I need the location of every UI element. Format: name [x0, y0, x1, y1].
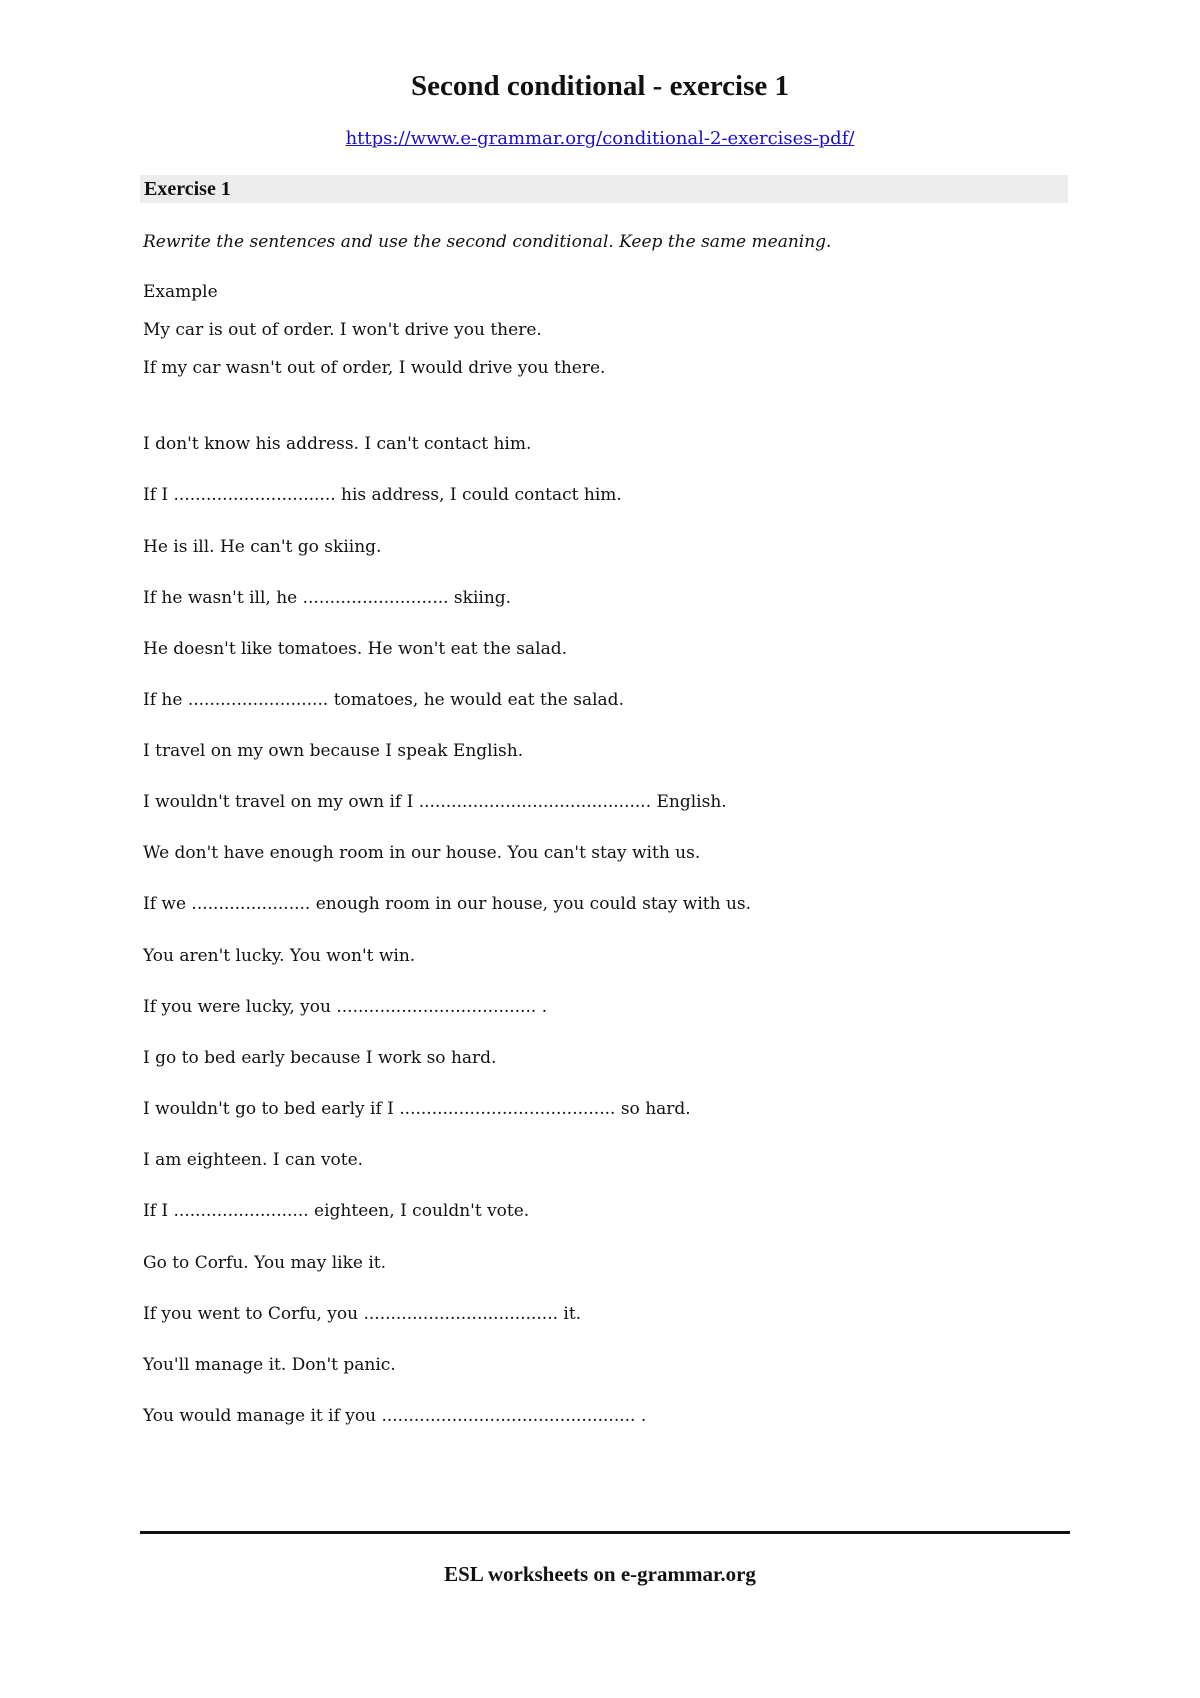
exercise-sentence: I travel on my own because I speak English. [143, 741, 524, 761]
exercise-blank-line: If he wasn't ill, he ........................... skiing. [143, 588, 512, 608]
exercise-sentence: He is ill. He can't go skiing. [143, 537, 382, 557]
exercise-blank-line: If you were lucky, you ..................................... . [143, 997, 548, 1017]
exercise-blank-line: If we ...................... enough room in our house, you could stay with us. [143, 894, 752, 914]
exercise-sentence: You'll manage it. Don't panic. [143, 1355, 396, 1375]
exercise-header: Exercise 1 [140, 175, 1068, 203]
exercise-blank-line: I wouldn't go to bed early if I ........................................ so hard. [143, 1099, 691, 1119]
exercise-sentence: You aren't lucky. You won't win. [143, 946, 416, 966]
source-link[interactable]: https://www.e-grammar.org/conditional-2-exercises-pdf/ [345, 128, 855, 149]
page-title: Second conditional - exercise 1 [410, 70, 790, 102]
example-answer: If my car wasn't out of order, I would drive you there. [143, 358, 606, 378]
exercise-sentence: I am eighteen. I can vote. [143, 1150, 364, 1170]
exercise-blank-line: I wouldn't travel on my own if I ........................................... English. [143, 792, 727, 812]
source-url [0, 128, 1200, 149]
exercise-blank-line: If I ......................... eighteen, I couldn't vote. [143, 1201, 530, 1221]
exercise-blank-line: If I .............................. his address, I could contact him. [143, 485, 622, 505]
exercise-blank-line: You would manage it if you ............................................... . [143, 1406, 647, 1426]
exercise-sentence: I don't know his address. I can't contact him. [143, 434, 532, 454]
example-sentence: My car is out of order. I won't drive you there. [143, 320, 542, 340]
footer-text: ESL worksheets on e-grammar.org [444, 1562, 756, 1586]
footer-divider [140, 1531, 1070, 1534]
exercise-sentence: I go to bed early because I work so hard. [143, 1048, 497, 1068]
exercise-blank-line: If you went to Corfu, you .................................... it. [143, 1304, 582, 1324]
exercise-sentence: Go to Corfu. You may like it. [143, 1253, 387, 1273]
exercise-sentence: He doesn't like tomatoes. He won't eat the salad. [143, 639, 567, 659]
example-label: Example [143, 282, 218, 302]
exercise-sentence: We don't have enough room in our house. You can't stay with us. [143, 843, 701, 863]
exercise-instruction: Rewrite the sentences and use the second conditional. Keep the same meaning. [143, 232, 832, 252]
exercise-blank-line: If he .......................... tomatoes, he would eat the salad. [143, 690, 624, 710]
